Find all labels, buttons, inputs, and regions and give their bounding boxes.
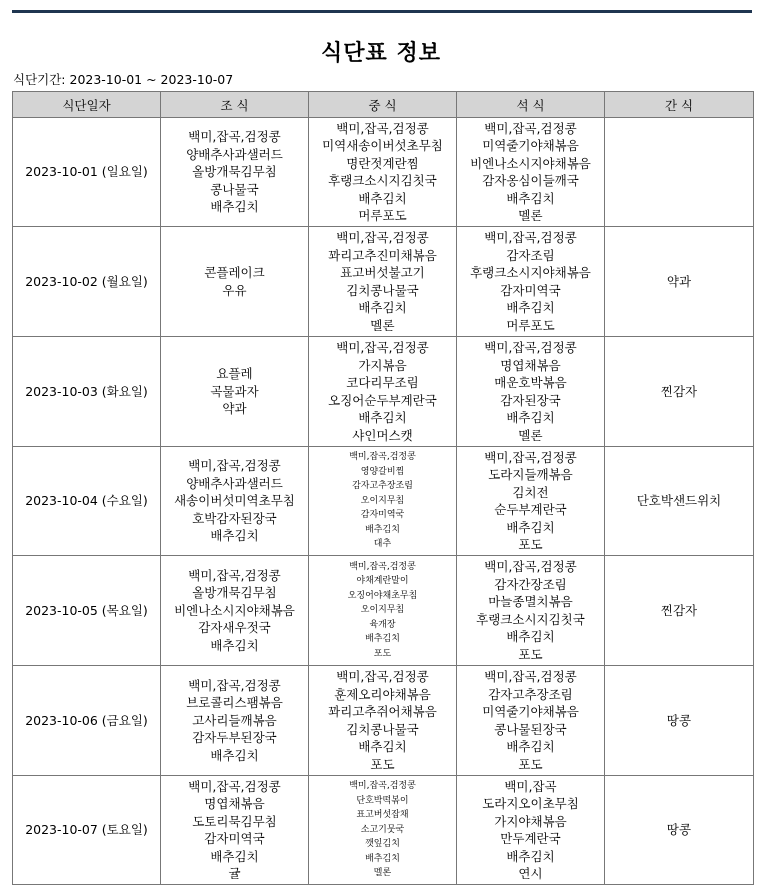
breakfast-cell — [161, 447, 309, 556]
date-cell: 2023-10-02 (월요일) — [13, 227, 161, 337]
menu-item: 곡물과자 — [210, 383, 259, 399]
menu-item: 감자미역국 — [360, 510, 405, 521]
menu-item: 감자새우젓국 — [198, 620, 271, 636]
menu-item: 배추김치 — [506, 629, 555, 644]
menu-item: 백미,잡곡,검정콩 — [484, 559, 577, 574]
menu-item: 백미,잡곡,검정콩 — [484, 120, 577, 136]
dinner-cell — [457, 118, 605, 227]
snack-cell — [605, 776, 754, 885]
menu-item: 배추김치 — [358, 300, 407, 315]
menu-item: 김치콩나물국 — [346, 721, 419, 737]
date-cell: 2023-10-04 (수요일) — [13, 447, 161, 556]
menu-item: 코다리무조림 — [346, 375, 419, 390]
menu-item: 오징어순두부계란국 — [328, 392, 437, 408]
lunch-cell — [309, 118, 457, 227]
menu-item: 백미,잡곡,검정콩 — [336, 120, 429, 136]
menu-item: 배추김치 — [210, 528, 259, 544]
menu-item: 콘플레이크 — [204, 265, 265, 280]
menu-item: 귤 — [228, 866, 241, 881]
menu-item: 감자옹심이들깨국 — [482, 173, 579, 188]
menu-item: 머루포도 — [358, 208, 407, 223]
date-cell: 2023-10-06 (금요일) — [13, 666, 161, 776]
menu-item: 포도 — [373, 648, 392, 659]
menu-item: 새송이버섯미역초무침 — [174, 493, 295, 509]
breakfast-cell — [161, 118, 309, 227]
menu-item: 찐감자 — [660, 383, 698, 399]
menu-item: 도라지오이초무침 — [482, 796, 579, 811]
header-breakfast: 조 식 — [161, 92, 309, 118]
menu-item: 야채계란말이 — [356, 576, 409, 587]
menu-item: 양배추사과샐러드 — [186, 475, 283, 491]
dinner-cell — [457, 447, 605, 556]
menu-item: 백미,잡곡,검정콩 — [188, 129, 281, 145]
menu-item: 순두부계란국 — [494, 502, 567, 517]
menu-item: 가지야채볶음 — [494, 813, 567, 829]
menu-item: 김치콩나물국 — [346, 282, 419, 298]
menu-period-label: 식단기간: 2023-10-01 ~ 2023-10-07 — [13, 72, 234, 87]
table-row — [13, 337, 754, 447]
page-title: 식단표 정보 — [321, 41, 441, 66]
menu-item: 마늘종멸치볶음 — [488, 594, 573, 609]
menu-item: 감자된장국 — [500, 392, 561, 408]
menu-item: 배추김치 — [358, 190, 407, 206]
menu-item: 영양갈비찜 — [360, 466, 405, 477]
menu-item: 배추김치 — [210, 199, 259, 215]
menu-item: 도라지들깨볶음 — [488, 467, 573, 482]
header-dinner: 석 식 — [457, 92, 605, 118]
breakfast-cell — [161, 666, 309, 776]
menu-item: 백미,잡곡,검정콩 — [336, 230, 429, 245]
header-lunch: 중 식 — [309, 92, 457, 118]
dinner-cell — [457, 666, 605, 776]
menu-item: 배추김치 — [506, 190, 555, 206]
breakfast-cell — [161, 227, 309, 337]
date-cell: 2023-10-01 (일요일) — [13, 118, 161, 227]
menu-item: 백미,잡곡,검정콩 — [349, 561, 416, 572]
menu-item: 머루포도 — [506, 317, 555, 333]
lunch-cell — [309, 776, 457, 885]
menu-item: 배추김치 — [506, 300, 555, 315]
menu-item: 콩나물국 — [210, 181, 259, 197]
menu-item: 호박감자된장국 — [192, 510, 277, 526]
snack-cell — [605, 118, 754, 227]
menu-item: 찐감자 — [660, 602, 698, 618]
menu-item: 콩나물된장국 — [494, 721, 567, 737]
menu-item: 후랭크소시지김칫국 — [476, 611, 585, 627]
menu-item: 대추 — [373, 539, 392, 550]
menu-item: 김치전 — [512, 484, 549, 500]
dinner-cell — [457, 337, 605, 447]
menu-item: 포도 — [518, 537, 543, 552]
menu-item: 감자미역국 — [500, 282, 561, 298]
menu-item: 백미,잡곡,검정콩 — [188, 567, 281, 583]
menu-item: 백미,잡곡,검정콩 — [484, 669, 577, 684]
menu-item: 깻잎김치 — [365, 839, 400, 850]
menu-item: 포도 — [370, 756, 395, 772]
menu-item: 백미,잡곡,검정콩 — [188, 458, 281, 474]
menu-item: 미역새송이버섯초무침 — [322, 138, 443, 153]
menu-item: 명엽채볶음 — [500, 357, 561, 373]
menu-item: 배추김치 — [210, 637, 259, 653]
menu-item: 후랭크소시지야채볶음 — [470, 265, 591, 280]
dinner-cell — [457, 556, 605, 666]
snack-cell — [605, 666, 754, 776]
breakfast-cell — [161, 776, 309, 885]
table-row — [13, 227, 754, 337]
header-date: 식단일자 — [13, 92, 161, 118]
menu-item: 백미,잡곡,검정콩 — [188, 778, 281, 794]
menu-item: 멜론 — [518, 208, 543, 223]
menu-item: 도토리묵김무침 — [192, 813, 277, 829]
lunch-cell — [309, 556, 457, 666]
menu-item: 백미,잡곡 — [504, 778, 557, 794]
menu-item: 백미,잡곡,검정콩 — [484, 449, 577, 465]
menu-item: 배추김치 — [365, 853, 400, 864]
menu-item: 백미,잡곡,검정콩 — [349, 781, 416, 792]
menu-item: 감자간장조림 — [494, 576, 567, 592]
breakfast-cell — [161, 337, 309, 447]
dinner-cell — [457, 776, 605, 885]
menu-item: 땅콩 — [666, 822, 692, 838]
date-cell: 2023-10-05 (목요일) — [13, 556, 161, 666]
table-row — [13, 118, 754, 227]
menu-item: 우유 — [222, 282, 247, 298]
menu-item: 포도 — [518, 756, 543, 772]
menu-item: 명란젓계란찜 — [346, 155, 419, 171]
menu-item: 미역줄기야채볶음 — [482, 704, 579, 719]
menu-item: 매운호박볶음 — [494, 375, 567, 390]
breakfast-cell — [161, 556, 309, 666]
menu-item: 육개장 — [369, 619, 396, 630]
menu-item: 훈제오리야채볶음 — [334, 686, 431, 702]
menu-item: 감자고추장조림 — [488, 686, 573, 702]
table-row — [13, 666, 754, 776]
menu-item: 소고기뭇국 — [360, 824, 405, 835]
menu-item: 백미,잡곡,검정콩 — [484, 230, 577, 245]
menu-item: 백미,잡곡,검정콩 — [336, 340, 429, 355]
menu-item: 후랭크소시지김칫국 — [328, 173, 437, 188]
menu-item: 포도 — [518, 646, 543, 662]
menu-item: 오이지무침 — [360, 605, 405, 616]
menu-item: 표고버섯불고기 — [340, 265, 425, 280]
menu-item: 배추김치 — [506, 848, 555, 864]
menu-item: 백미,잡곡,검정콩 — [188, 677, 281, 693]
lunch-cell — [309, 227, 457, 337]
menu-item: 올방개묵김무침 — [192, 585, 277, 601]
menu-item: 양배추사과샐러드 — [186, 146, 283, 162]
menu-item: 단호박떡볶이 — [356, 795, 409, 806]
top-divider-bar — [12, 10, 752, 13]
snack-cell — [605, 227, 754, 337]
table-row — [13, 556, 754, 666]
menu-item: 감자고추장조림 — [352, 481, 413, 492]
menu-item: 감자조림 — [506, 247, 555, 263]
date-cell: 2023-10-03 (화요일) — [13, 337, 161, 447]
menu-item: 오징어야채초무침 — [347, 590, 418, 601]
meal-menu-table — [12, 91, 754, 885]
menu-item: 백미,잡곡,검정콩 — [349, 452, 416, 463]
menu-item: 감자두부된장국 — [192, 730, 277, 746]
menu-item: 배추김치 — [506, 410, 555, 425]
snack-cell — [605, 337, 754, 447]
menu-item: 비엔나소시지야채볶음 — [174, 602, 295, 618]
snack-cell — [605, 556, 754, 666]
menu-item: 올방개묵김무침 — [192, 164, 277, 180]
menu-item: 배추김치 — [358, 739, 407, 754]
menu-item: 백미,잡곡,검정콩 — [484, 340, 577, 355]
menu-item: 만두계란국 — [500, 831, 561, 846]
menu-item: 배추김치 — [210, 848, 259, 864]
snack-cell — [605, 447, 754, 556]
dinner-cell — [457, 227, 605, 337]
menu-item: 배추김치 — [506, 519, 555, 535]
menu-item: 비엔나소시지야채볶음 — [470, 155, 591, 171]
menu-item: 꽈리고추진미채볶음 — [328, 247, 437, 263]
menu-item: 땅콩 — [666, 712, 692, 728]
menu-item: 표고버섯잡채 — [356, 810, 409, 821]
menu-item: 연시 — [518, 866, 543, 881]
menu-item: 배추김치 — [506, 739, 555, 754]
menu-item: 감자미역국 — [204, 831, 265, 846]
menu-item: 멜론 — [518, 427, 543, 443]
menu-item: 미역줄기야채볶음 — [482, 138, 579, 153]
menu-item: 약과 — [222, 401, 247, 417]
menu-item: 단호박샌드위치 — [636, 493, 722, 509]
menu-item: 가지볶음 — [358, 357, 407, 373]
menu-item: 멜론 — [373, 868, 392, 879]
menu-item: 명엽채볶음 — [204, 796, 265, 811]
lunch-cell — [309, 666, 457, 776]
menu-item: 요플레 — [216, 366, 253, 382]
menu-item: 샤인머스캣 — [352, 427, 413, 443]
menu-item: 고사리들깨볶음 — [192, 712, 277, 728]
header-snack: 간 식 — [605, 92, 754, 118]
menu-item: 배추김치 — [210, 747, 259, 763]
table-header-row — [13, 92, 754, 118]
table-row — [13, 447, 754, 556]
menu-item: 백미,잡곡,검정콩 — [336, 669, 429, 684]
menu-item: 멜론 — [370, 317, 395, 333]
menu-item: 오이지무침 — [360, 495, 405, 506]
menu-item: 배추김치 — [365, 524, 400, 535]
menu-item: 배추김치 — [365, 634, 400, 645]
lunch-cell — [309, 447, 457, 556]
menu-item: 브로콜리스팸볶음 — [186, 695, 283, 711]
menu-item: 꽈리고추쥐어채볶음 — [328, 704, 437, 719]
menu-item: 약과 — [666, 273, 692, 289]
lunch-cell — [309, 337, 457, 447]
table-row — [13, 776, 754, 885]
date-cell: 2023-10-07 (토요일) — [13, 776, 161, 885]
menu-item: 배추김치 — [358, 410, 407, 425]
